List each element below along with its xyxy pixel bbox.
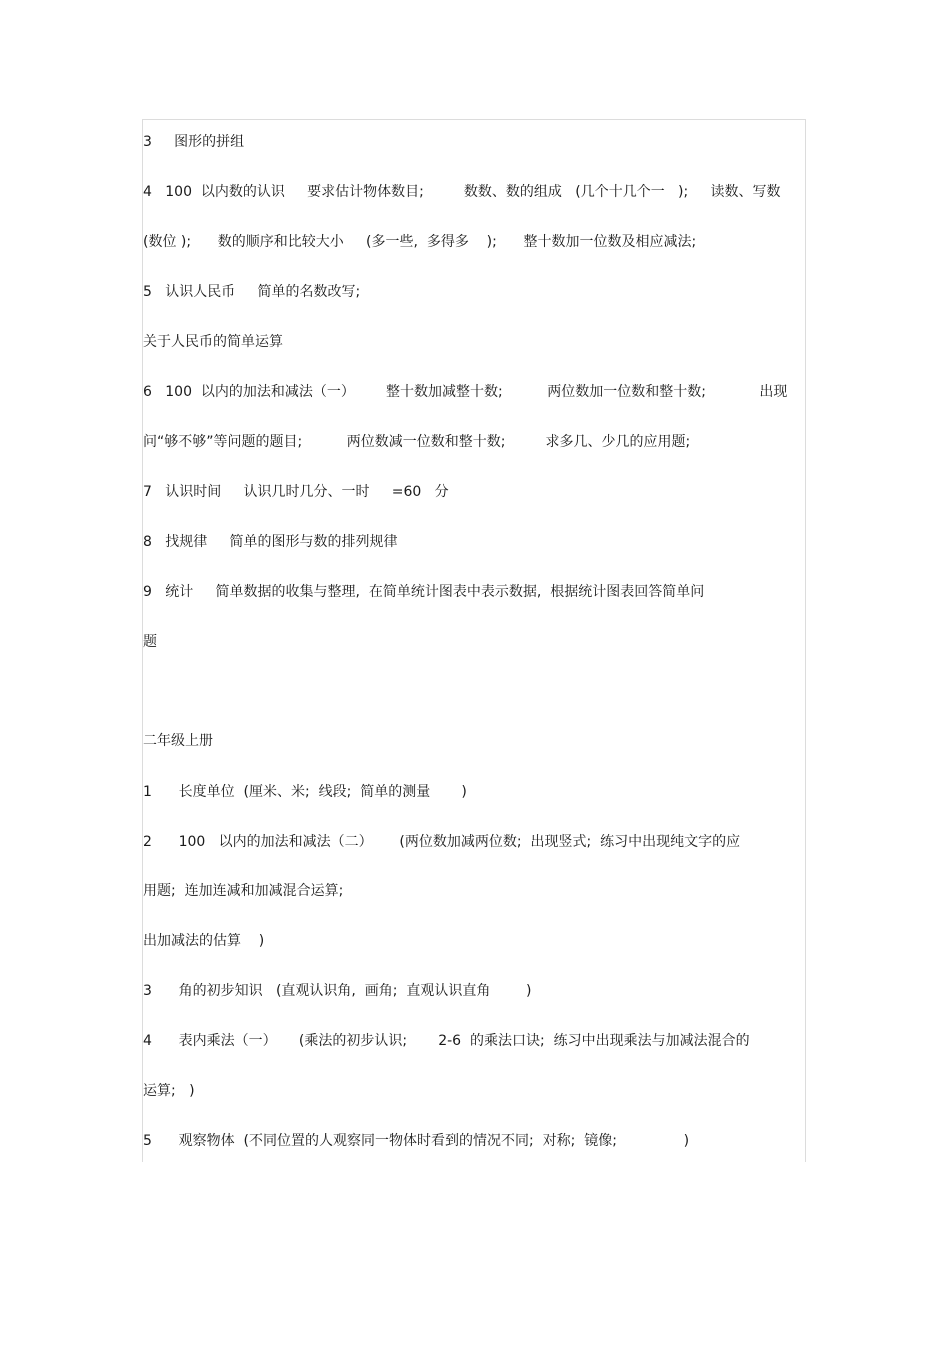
text-line: 题 xyxy=(143,634,157,650)
text-line: 运算; ) xyxy=(143,1083,195,1099)
text-line: 2 100 以内的加法和减法（二） (两位数加减两位数; 出现竖式; 练习中出现纯文字的应 xyxy=(143,834,741,850)
text-line: 4 100 以内数的认识 要求估计物体数目; 数数、数的组成 (几个十几个一 ); 读数、写数 xyxy=(143,184,781,200)
section-heading: 二年级上册 xyxy=(143,733,213,749)
text-line: 8 找规律 简单的图形与数的排列规律 xyxy=(143,534,398,550)
text-line: 4 表内乘法（一） (乘法的初步认识; 2-6 的乘法口诀; 练习中出现乘法与加减法混合的 xyxy=(143,1033,750,1049)
text-line: 3 图形的拼组 xyxy=(143,134,245,150)
text-line: (数位 ); 数的顺序和比较大小 (多一些, 多得多 ); 整十数加一位数及相应减法; xyxy=(143,234,697,250)
text-line: 用题; 连加连减和加减混合运算; xyxy=(143,883,344,899)
text-line: 1 长度单位 (厘米、米; 线段; 简单的测量 ) xyxy=(143,784,467,800)
text-line: 9 统计 简单数据的收集与整理, 在简单统计图表中表示数据, 根据统计图表回答简单问 xyxy=(143,584,705,600)
text-line: 5 认识人民币 简单的名数改写; xyxy=(143,284,361,300)
text-line: 出加减法的估算 ) xyxy=(143,933,265,949)
text-line: 7 认识时间 认识几时几分、一时 =60 分 xyxy=(143,484,449,500)
text-line: 6 100 以内的加法和减法（一） 整十数加减整十数; 两位数加一位数和整十数; 出现 xyxy=(143,384,788,400)
page-frame xyxy=(142,119,806,1162)
text-line: 5 观察物体 (不同位置的人观察同一物体时看到的情况不同; 对称; 镜像; ) xyxy=(143,1133,690,1149)
text-line: 3 角的初步知识 (直观认识角, 画角; 直观认识直角 ) xyxy=(143,983,532,999)
text-line: 关于人民币的简单运算 xyxy=(143,334,283,350)
text-line: 问“够不够”等问题的题目; 两位数减一位数和整十数; 求多几、少几的应用题; xyxy=(143,434,691,450)
